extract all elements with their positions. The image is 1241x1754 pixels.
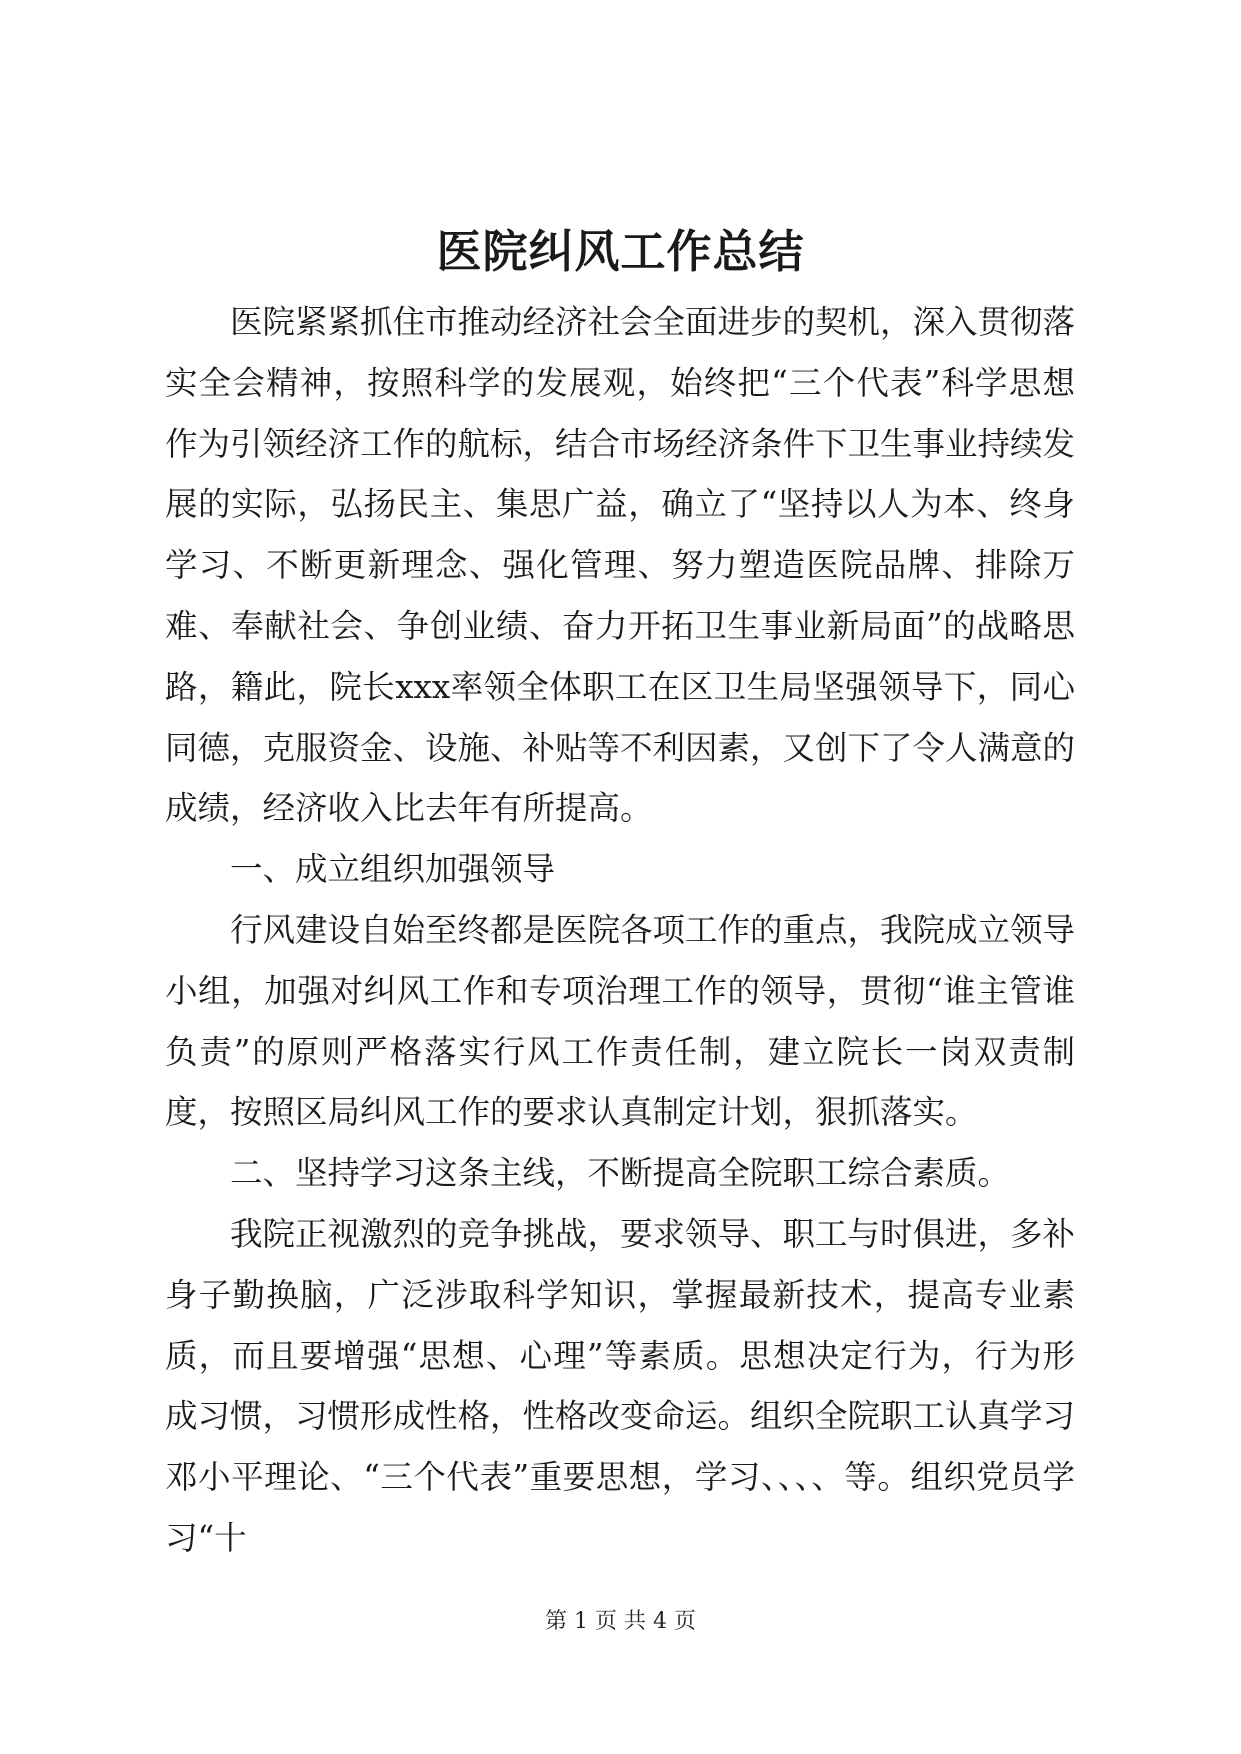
document-title: 医院纠风工作总结 [436, 225, 805, 278]
section-heading-2: 二、坚持学习这条主线，不断提高全院职工综合素质。 [230, 1154, 1011, 1193]
page-number-footer: 第 1 页 共 4 页 [545, 1609, 696, 1634]
paragraph-intro: 医院紧紧抓住市推动经济社会全面进步的契机，深入贯彻落实全会精神，按照科学的发展观，始终把“三个代表”科学思想作为引领经济工作的航标，结合市场经济条件下卫生事业持续发展的实际，弘扬民主、集思广益，确立了“坚持以人为本、终身学习、不断更新理念、强化管理、努力塑造医院品牌、排除万难、奉献社会、争创业绩、奋力开拓卫生事业新局面”的战略思路，籍此，院长xxx率领全体职工在区卫生局坚强领导下，同心同德，克服资金、设施、补贴等不利因素，又创下了令人满意的成绩，经济收入比去年有所提高。 [165, 303, 1076, 828]
paragraph-section-2: 我院正视激烈的竞争挑战，要求领导、职工与时俱进，多补身子勤换脑，广泛涉取科学知识，掌握最新技术，提高专业素质，而且要增强“思想、心理”等素质。思想决定行为，行为形成习惯，习惯形成性格，性格改变命运。组织全院职工认真学习邓小平理论、“三个代表”重要思想，学习、、、、等。组织党员学习“十 [165, 1214, 1076, 1557]
document-body [165, 292, 1075, 1569]
section-heading-1: 一、成立组织加强领导 [230, 850, 556, 889]
paragraph-section-1: 行风建设自始至终都是医院各项工作的重点，我院成立领导小组，加强对纠风工作和专项治理工作的领导，贯彻“谁主管谁负责”的原则严格落实行风工作责任制，建立院长一岗双责制度，按照区局纠风工作的要求认真制定计划，狠抓落实。 [165, 910, 1076, 1132]
